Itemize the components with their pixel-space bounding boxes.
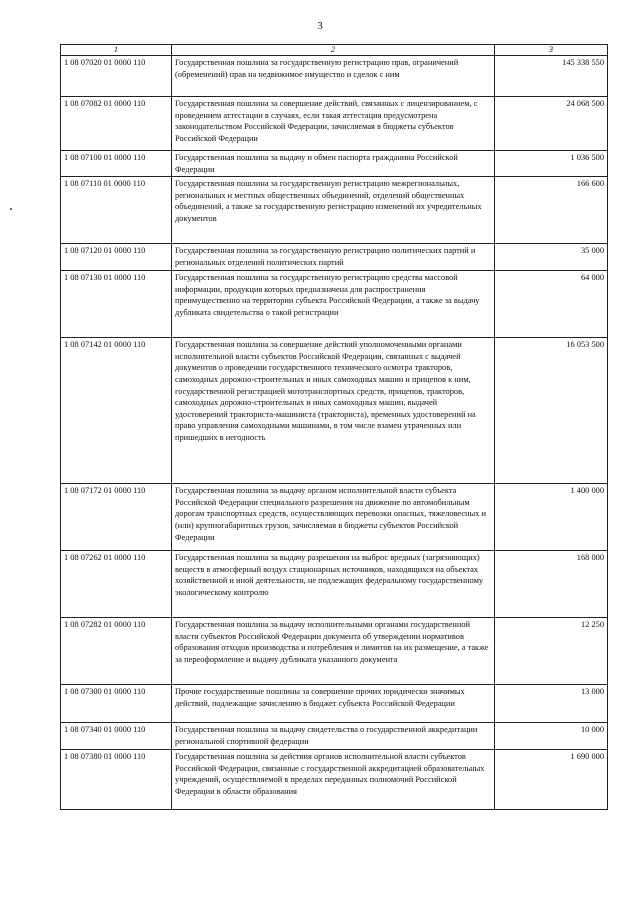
row-description: Государственная пошлина за выдачу разрешения на выброс вредных (загрязняющих) веществ в атмосферный воздух стационарных источников, находящихся на объектах хозяйственной и иной деятельности, не подлежащих федеральному государственному экологическому контролю <box>172 551 495 618</box>
row-code: 1 08 07142 01 0000 110 <box>61 338 172 484</box>
row-description: Прочие государственные пошлины за совершение прочих юридически значимых действий, подлежащие зачислению в бюджет субъекта Российской Федерации <box>172 685 495 723</box>
row-code: 1 08 07282 01 0000 110 <box>61 618 172 685</box>
table-row <box>61 56 608 97</box>
table-row <box>61 151 608 177</box>
table-row <box>61 271 608 338</box>
column-header-code: 1 <box>61 45 172 56</box>
stray-mark <box>10 208 12 210</box>
row-code: 1 08 07172 01 0000 110 <box>61 484 172 551</box>
row-amount: 13 000 <box>495 685 608 723</box>
row-code: 1 08 07380 01 0000 110 <box>61 750 172 810</box>
row-description: Государственная пошлина за совершение действий, связанных с лицензированием, с проведением аттестации в случаях, если такая аттестация предусмотрена законодательством Российской Федерации, зачисляемая в бюджеты субъектов Российской Федерации <box>172 97 495 151</box>
row-amount: 1 400 000 <box>495 484 608 551</box>
row-code: 1 08 07130 01 0000 110 <box>61 271 172 338</box>
row-amount: 1 036 500 <box>495 151 608 177</box>
row-code: 1 08 07100 01 0000 110 <box>61 151 172 177</box>
row-amount: 1 690 000 <box>495 750 608 810</box>
row-description: Государственная пошлина за выдачу исполнительными органами государственной власти субъектов Российской Федерации документа об утверждении нормативов образования отходов производства и потребления и лимитов на их размещение, а также за переоформление и выдачу дубликата указанного документа <box>172 618 495 685</box>
page-number: 3 <box>317 20 323 32</box>
row-code: 1 08 07082 01 0000 110 <box>61 97 172 151</box>
row-code: 1 08 07340 01 0000 110 <box>61 723 172 750</box>
table-row <box>61 750 608 810</box>
table-row <box>61 685 608 723</box>
row-code: 1 08 07110 01 0000 110 <box>61 177 172 244</box>
table-row <box>61 551 608 618</box>
table-row <box>61 97 608 151</box>
row-description: Государственная пошлина за выдачу органом исполнительной власти субъекта Российской Федерации специального разрешения на движение по автомобильным дорогам транспортных средств, осуществляющих перевозки опасных, тяжеловесных и (или) крупногабаритных грузов, зачисляемая в бюджеты субъектов Российской Федерации <box>172 484 495 551</box>
row-code: 1 08 07120 01 0000 110 <box>61 244 172 271</box>
row-description: Государственная пошлина за действия органов исполнительной власти субъектов Российской Федерации, связанные с государственной аккредитацией образовательных учреждений, осуществляемой в пределах переданных полномочий Российской Федерации в области образования <box>172 750 495 810</box>
table-row <box>61 338 608 484</box>
row-code: 1 08 07300 01 0000 110 <box>61 685 172 723</box>
table-row <box>61 244 608 271</box>
column-header-description: 2 <box>172 45 495 56</box>
row-code: 1 08 07020 01 0000 110 <box>61 56 172 97</box>
table-row <box>61 484 608 551</box>
row-amount: 16 053 500 <box>495 338 608 484</box>
row-description: Государственная пошлина за государственную регистрацию средства массовой информации, продукция которых предназначена для распространения преимущественно на территории субъекта Российской Федерации, а также за выдачу дубликата свидетельства о такой регистрации <box>172 271 495 338</box>
row-amount: 168 000 <box>495 551 608 618</box>
row-code: 1 08 07262 01 0000 110 <box>61 551 172 618</box>
row-description: Государственная пошлина за совершение действий уполномоченными органами исполнительной власти субъектов Российской Федерации, связанных с выдачей документов о проведении государственного технического осмотра тракторов, самоходных дорожно-строительных и иных самоходных машин и прицепов к ним, государственной регистрацией мототранспортных средств, прицепов, тракторов, самоходных дорожно-строительных и иных самоходных машин, выдачей удостоверений тракториста-машиниста (тракториста), временных удостоверений на право управления самоходными машинами, в том числе взамен утраченных или пришедших в негодность <box>172 338 495 484</box>
row-amount: 24 068 500 <box>495 97 608 151</box>
row-amount: 35 000 <box>495 244 608 271</box>
row-amount: 145 338 550 <box>495 56 608 97</box>
row-amount: 12 250 <box>495 618 608 685</box>
revenue-table <box>60 44 608 810</box>
row-description: Государственная пошлина за выдачу и обмен паспорта гражданина Российской Федерации <box>172 151 495 177</box>
row-amount: 64 000 <box>495 271 608 338</box>
table-header-row <box>61 45 608 56</box>
row-amount: 10 000 <box>495 723 608 750</box>
row-description: Государственная пошлина за государственную регистрацию политических партий и региональных отделений политических партий <box>172 244 495 271</box>
row-description: Государственная пошлина за государственную регистрацию межрегиональных, региональных и местных общественных объединений, отделений общественных объединений, а также за государственную регистрацию изменений их учредительных документов <box>172 177 495 244</box>
row-description: Государственная пошлина за выдачу свидетельства о государственной аккредитации региональной спортивной федерации <box>172 723 495 750</box>
table-row <box>61 723 608 750</box>
table-row <box>61 618 608 685</box>
row-amount: 166 600 <box>495 177 608 244</box>
row-description: Государственная пошлина за государственную регистрацию прав, ограничений (обременений) прав на недвижимое имущество и сделок с ним <box>172 56 495 97</box>
column-header-amount: 3 <box>495 45 608 56</box>
table-row <box>61 177 608 244</box>
